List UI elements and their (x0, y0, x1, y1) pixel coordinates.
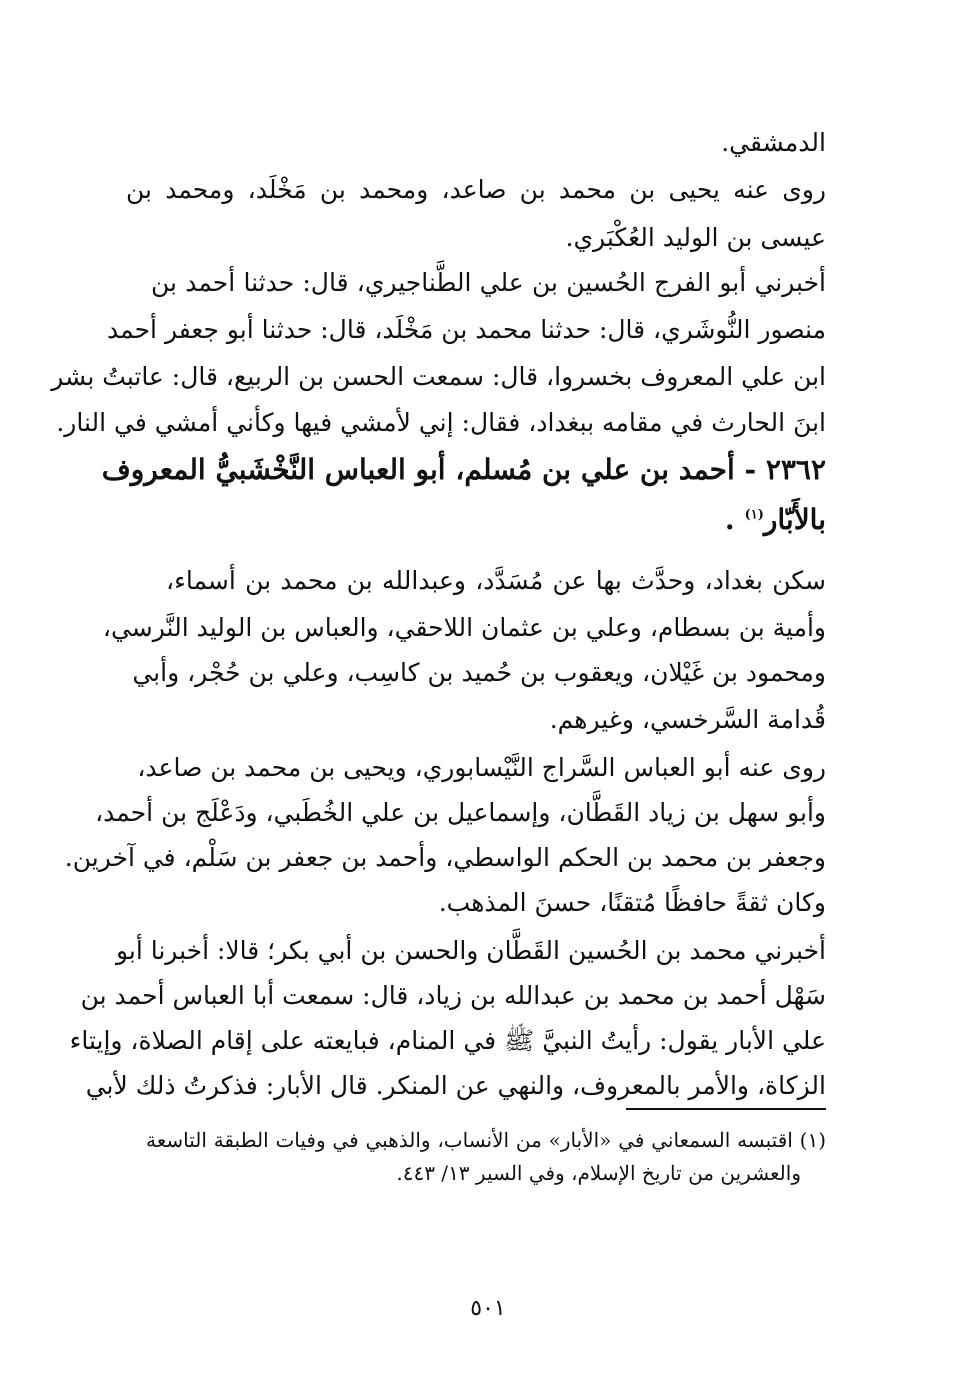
text-line: قُدامة السَّرخسي، وغيرهم. (549, 705, 826, 734)
text-line: الزكاة، والأمر بالمعروف، والنهي عن المنكر. قال الأبار: فذكرتُ ذلك لأبي (85, 1071, 826, 1100)
entry-heading: ٢٣٦٢ - أحمد بن علي بن مُسلم، أبو العباس النَّخْشَبيُّ المعروف (101, 453, 826, 486)
footnote-ref: (١) (744, 507, 764, 523)
text-line: روى عنه أبو العباس السَّراج النَّيْسابوري، ويحيى بن محمد بن صاعد، (137, 753, 826, 782)
text-line: سكن بغداد، وحدَّث بها عن مُسَدَّد، وعبدالله بن محمد بن أسماء، (166, 566, 826, 595)
text-line: أخبرني أبو الفرج الحُسين بن علي الطَّناجيري، قال: حدثنا أحمد بن (151, 268, 826, 297)
text-line: علي الأبار يقول: رأيتُ النبيَّ ﷺ في المنام، فبايعته على إقام الصلاة، وإيتاء (69, 1026, 826, 1055)
page-number: ٥٠١ (470, 1296, 506, 1321)
text-line: الدمشقي. (721, 128, 826, 157)
text-line: ومحمود بن غَيْلان، ويعقوب بن حُميد بن كاسِب، وعلي بن حُجْر، وأبي (132, 658, 826, 687)
text-line: وأبو سهل بن زياد القَطَّان، وإسماعيل بن علي الخُطَبي، ودَعْلَج بن أحمد، (95, 798, 826, 827)
text-line: سَهْل أحمد بن محمد بن عبدالله بن زياد، قال: سمعت أبا العباس أحمد بن (80, 981, 826, 1010)
heading-text: بالأَبّار (763, 503, 826, 536)
footnote-line: (١) اقتبسه السمعاني في «الأبار» من الأنساب، والذهبي في وفيات الطبقة التاسعة (146, 1128, 826, 1152)
text-line: ابنَ الحارث في مقامه ببغداد، فقال: إني لأمشي فيها وكأني أمشي في النار. (56, 408, 826, 437)
text-line: وأمية بن بسطام، وعلي بن عثمان اللاحقي، والعباس بن الوليد النَّرسي، (102, 613, 826, 642)
text-line: ابن علي المعروف بخسروا، قال: سمعت الحسن بن الربيع، قال: عاتبتُ بشر (51, 362, 826, 391)
text-line: وجعفر بن محمد بن الحكم الواسطي، وأحمد بن جعفر بن سَلْم، في آخرين. (64, 843, 826, 872)
footnote-line: والعشرين من تاريخ الإسلام، وفي السير ١٣/ ٤٤٣. (396, 1161, 801, 1185)
text-line: روى عنه يحيى بن محمد بن صاعد، ومحمد بن مَخْلَد، ومحمد بن (126, 175, 826, 204)
text-line: منصور النُّوشَري، قال: حدثنا محمد بن مَخْلَد، قال: حدثنا أبو جعفر أحمد (107, 315, 826, 344)
text-line: عيسى بن الوليد العُكْبَري. (565, 223, 826, 252)
heading-end: . (724, 503, 735, 536)
text-line: وكان ثقةً حافظًا مُتقنًا، حسنَ المذهب. (438, 888, 826, 917)
footnote-separator (626, 1108, 826, 1110)
entry-heading-cont (724, 503, 826, 536)
text-line: أخبرني محمد بن الحُسين القَطَّان والحسن بن أبي بكر؛ قالا: أخبرنا أبو (115, 936, 826, 965)
